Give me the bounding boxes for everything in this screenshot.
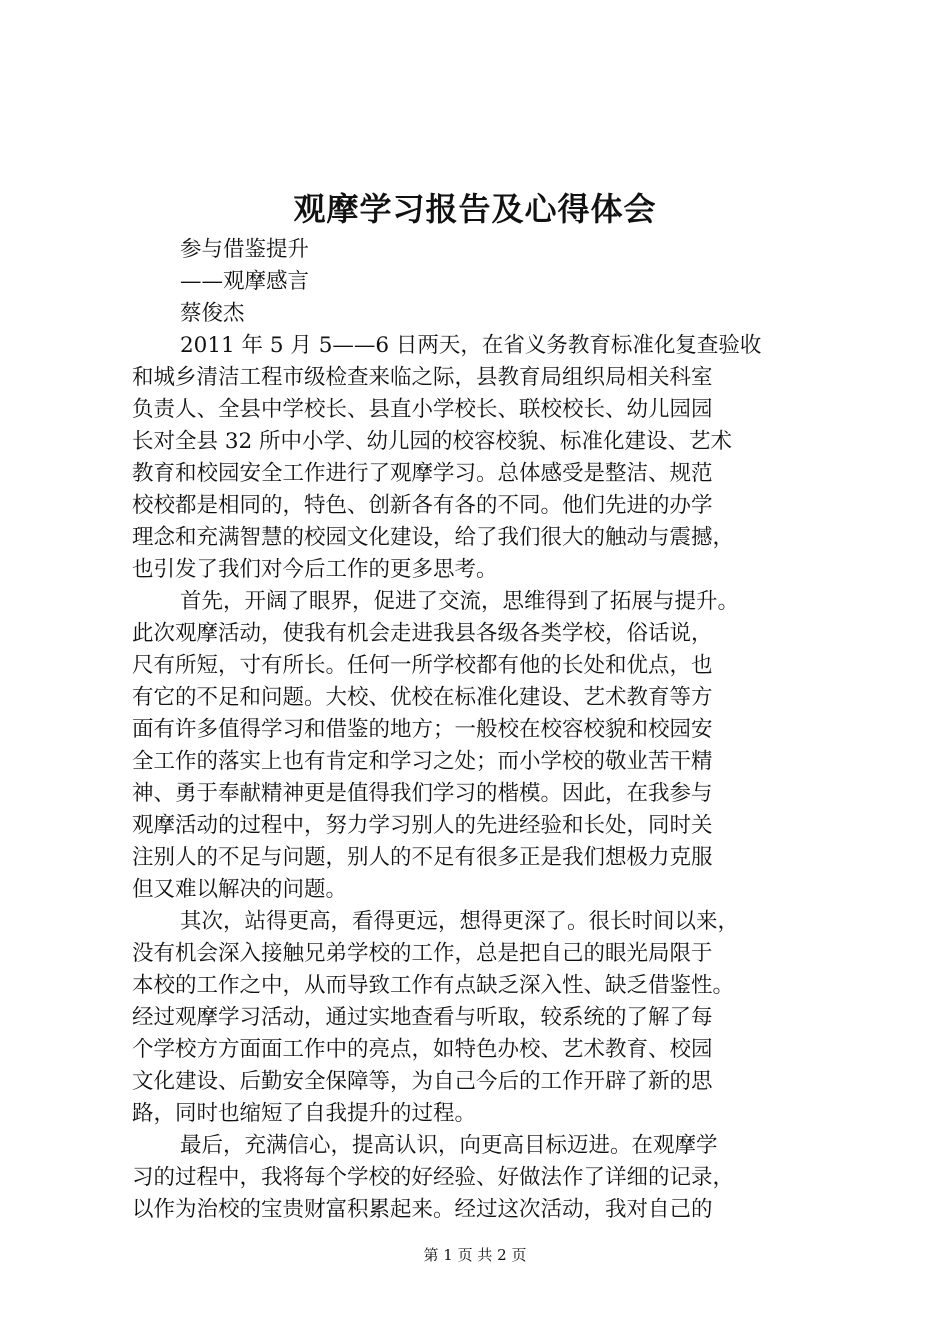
body-text-line: 本校的工作之中，从而导致工作有点缺乏深入性、缺乏借鉴性。 [132, 973, 735, 998]
body-text-line: 和城乡清洁工程市级检查来临之际，县教育局组织局相关科室 [132, 365, 713, 390]
body-text-line: 此次观摩活动，使我有机会走进我县各级各类学校，俗话说， [132, 621, 713, 646]
body-text-line: 全工作的落实上也有肯定和学习之处；而小学校的敬业苦干精 [132, 749, 713, 774]
document-title: 观摩学习报告及心得体会 [293, 190, 657, 228]
page-footer: 第 1 页 共 2 页 [423, 1246, 527, 1264]
author-line: 蔡俊杰 [180, 301, 245, 326]
body-text-line: 但又难以解决的问题。 [132, 877, 348, 902]
body-text-line: 注别人的不足与问题，别人的不足有很多正是我们想极力克服 [132, 845, 713, 870]
body-text-line: 有它的不足和问题。大校、优校在标准化建设、艺术教育等方 [132, 685, 713, 710]
body-text-line: 教育和校园安全工作进行了观摩学习。总体感受是整洁、规范 [132, 461, 713, 486]
body-text-line: 负责人、全县中学校长、县直小学校长、联校校长、幼儿园园 [132, 397, 713, 422]
subtitle-line: ——观摩感言 [180, 269, 310, 294]
body-text-line: 没有机会深入接触兄弟学校的工作，总是把自己的眼光局限于 [132, 941, 713, 966]
body-text-line: 尺有所短，寸有所长。任何一所学校都有他的长处和优点，也 [132, 653, 713, 678]
body-text-line: 其次，站得更高，看得更远，想得更深了。很长时间以来， [180, 909, 740, 934]
body-text-line: 习的过程中，我将每个学校的好经验、好做法作了详细的记录， [132, 1165, 735, 1190]
body-text-line: 观摩活动的过程中，努力学习别人的先进经验和长处，同时关 [132, 813, 713, 838]
body-text-line: 校校都是相同的，特色、创新各有各的不同。他们先进的办学 [132, 493, 713, 518]
body-text-line: 个学校方方面面工作中的亮点，如特色办校、艺术教育、校园 [132, 1037, 713, 1062]
document-body [132, 234, 832, 1226]
body-text-line: 以作为治校的宝贵财富积累起来。经过这次活动，我对自己的 [132, 1197, 713, 1222]
body-text-line: 2011 年 5 月 5——6 日两天，在省义务教育标准化复查验收 [180, 333, 762, 358]
body-text-line: 神、勇于奉献精神更是值得我们学习的楷模。因此，在我参与 [132, 781, 713, 806]
body-text-line: 面有许多值得学习和借鉴的地方；一般校在校容校貌和校园安 [132, 717, 713, 742]
body-text-line: 也引发了我们对今后工作的更多思考。 [132, 557, 498, 582]
body-text-line: 文化建设、后勤安全保障等，为自己今后的工作开辟了新的思 [132, 1069, 713, 1094]
body-text-line: 理念和充满智慧的校园文化建设，给了我们很大的触动与震撼， [132, 525, 735, 550]
body-text-line: 首先，开阔了眼界，促进了交流，思维得到了拓展与提升。 [180, 589, 740, 614]
body-text-line: 经过观摩学习活动，通过实地查看与听取，较系统的了解了每 [132, 1005, 713, 1030]
body-text-line: 最后，充满信心，提高认识，向更高目标迈进。在观摩学 [180, 1133, 718, 1158]
body-text-line: 长对全县 32 所中小学、幼儿园的校容校貌、标准化建设、艺术 [132, 429, 733, 454]
subtitle-line: 参与借鉴提升 [180, 237, 310, 262]
body-text-line: 路，同时也缩短了自我提升的过程。 [132, 1101, 477, 1126]
